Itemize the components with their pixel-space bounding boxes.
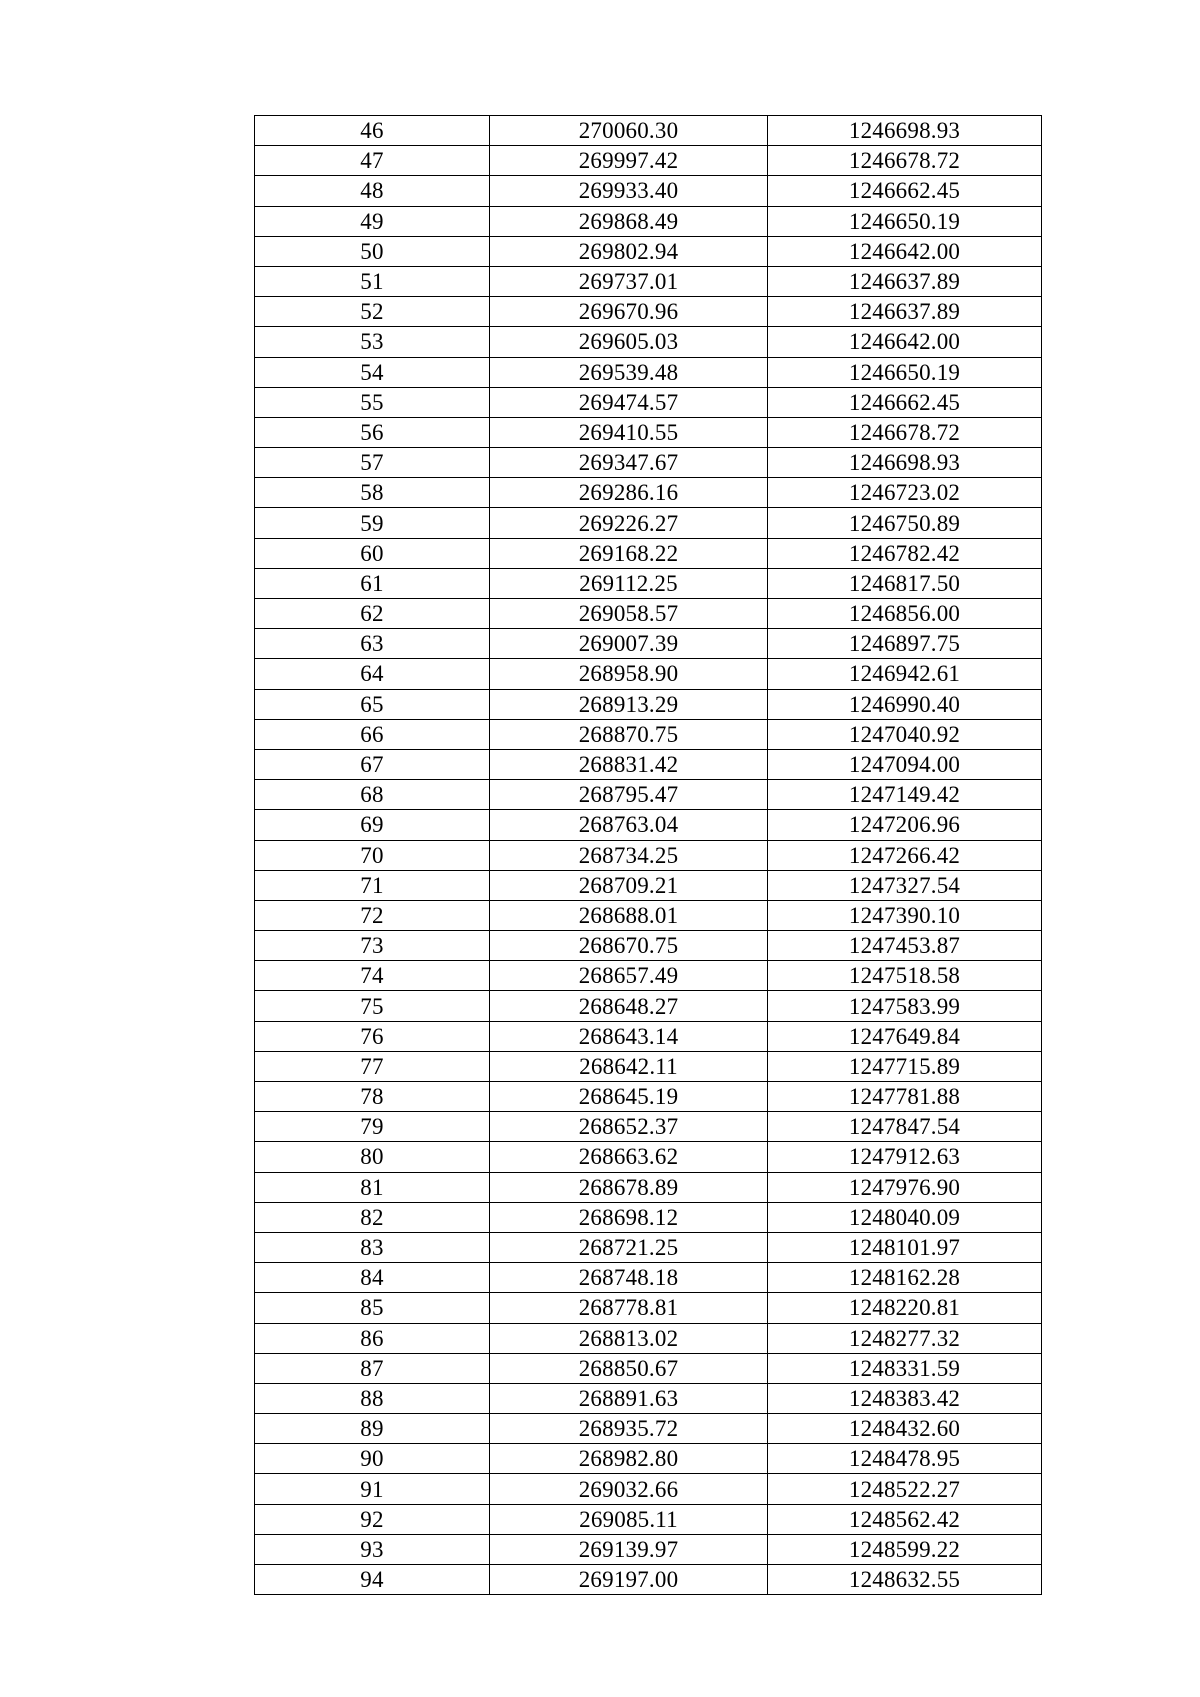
- table-row: [255, 176, 1042, 206]
- y-coordinate-cell: 1246642.00: [768, 327, 1042, 357]
- point-number-cell: 93: [255, 1534, 490, 1564]
- x-coordinate-cell: 268688.01: [490, 900, 768, 930]
- x-coordinate-cell: 269347.67: [490, 448, 768, 478]
- y-coordinate-cell: 1248478.95: [768, 1444, 1042, 1474]
- point-number-cell: 90: [255, 1444, 490, 1474]
- x-coordinate-cell: 268648.27: [490, 991, 768, 1021]
- point-number-cell: 63: [255, 629, 490, 659]
- point-number-cell: 80: [255, 1142, 490, 1172]
- point-number-cell: 88: [255, 1383, 490, 1413]
- point-number-cell: 69: [255, 810, 490, 840]
- table-row: [255, 538, 1042, 568]
- x-coordinate-cell: 269085.11: [490, 1504, 768, 1534]
- x-coordinate-cell: 268645.19: [490, 1082, 768, 1112]
- x-coordinate-cell: 269032.66: [490, 1474, 768, 1504]
- y-coordinate-cell: 1248162.28: [768, 1263, 1042, 1293]
- point-number-cell: 51: [255, 266, 490, 296]
- table-row: [255, 266, 1042, 296]
- point-number-cell: 71: [255, 870, 490, 900]
- y-coordinate-cell: 1246662.45: [768, 387, 1042, 417]
- point-number-cell: 76: [255, 1021, 490, 1051]
- y-coordinate-cell: 1246897.75: [768, 629, 1042, 659]
- point-number-cell: 58: [255, 478, 490, 508]
- y-coordinate-cell: 1246942.61: [768, 659, 1042, 689]
- x-coordinate-cell: 268709.21: [490, 870, 768, 900]
- table-row: [255, 1232, 1042, 1262]
- x-coordinate-cell: 268652.37: [490, 1112, 768, 1142]
- y-coordinate-cell: 1247781.88: [768, 1082, 1042, 1112]
- table-row: [255, 1353, 1042, 1383]
- x-coordinate-cell: 269670.96: [490, 297, 768, 327]
- y-coordinate-cell: 1246637.89: [768, 266, 1042, 296]
- point-number-cell: 84: [255, 1263, 490, 1293]
- table-row: [255, 1082, 1042, 1112]
- x-coordinate-cell: 269197.00: [490, 1565, 768, 1595]
- table-row: [255, 448, 1042, 478]
- table-row: [255, 146, 1042, 176]
- point-number-cell: 46: [255, 116, 490, 146]
- y-coordinate-cell: 1246856.00: [768, 599, 1042, 629]
- y-coordinate-cell: 1247327.54: [768, 870, 1042, 900]
- table-row: [255, 1051, 1042, 1081]
- point-number-cell: 79: [255, 1112, 490, 1142]
- table-row: [255, 387, 1042, 417]
- point-number-cell: 89: [255, 1414, 490, 1444]
- x-coordinate-cell: 268663.62: [490, 1142, 768, 1172]
- table-row: [255, 931, 1042, 961]
- x-coordinate-cell: 268748.18: [490, 1263, 768, 1293]
- table-row: [255, 236, 1042, 266]
- y-coordinate-cell: 1247266.42: [768, 840, 1042, 870]
- x-coordinate-cell: 269007.39: [490, 629, 768, 659]
- x-coordinate-cell: 268657.49: [490, 961, 768, 991]
- x-coordinate-cell: 268721.25: [490, 1232, 768, 1262]
- point-number-cell: 50: [255, 236, 490, 266]
- x-coordinate-cell: 269139.97: [490, 1534, 768, 1564]
- x-coordinate-cell: 269410.55: [490, 417, 768, 447]
- table-row: [255, 749, 1042, 779]
- x-coordinate-cell: 269868.49: [490, 206, 768, 236]
- x-coordinate-cell: 268958.90: [490, 659, 768, 689]
- table-row: [255, 1565, 1042, 1595]
- x-coordinate-cell: 268670.75: [490, 931, 768, 961]
- point-number-cell: 87: [255, 1353, 490, 1383]
- point-number-cell: 54: [255, 357, 490, 387]
- y-coordinate-cell: 1248383.42: [768, 1383, 1042, 1413]
- y-coordinate-cell: 1246637.89: [768, 297, 1042, 327]
- table-row: [255, 1293, 1042, 1323]
- table-row: [255, 719, 1042, 749]
- table-row: [255, 357, 1042, 387]
- point-number-cell: 55: [255, 387, 490, 417]
- point-number-cell: 78: [255, 1082, 490, 1112]
- table-row: [255, 840, 1042, 870]
- y-coordinate-cell: 1246817.50: [768, 568, 1042, 598]
- y-coordinate-cell: 1248599.22: [768, 1534, 1042, 1564]
- table-row: [255, 629, 1042, 659]
- x-coordinate-cell: 268831.42: [490, 749, 768, 779]
- table-row: [255, 780, 1042, 810]
- table-row: [255, 1142, 1042, 1172]
- y-coordinate-cell: 1247149.42: [768, 780, 1042, 810]
- table-row: [255, 1172, 1042, 1202]
- y-coordinate-cell: 1246990.40: [768, 689, 1042, 719]
- y-coordinate-cell: 1246698.93: [768, 448, 1042, 478]
- x-coordinate-cell: 268891.63: [490, 1383, 768, 1413]
- x-coordinate-cell: 269286.16: [490, 478, 768, 508]
- table-row: [255, 1202, 1042, 1232]
- y-coordinate-cell: 1248562.42: [768, 1504, 1042, 1534]
- point-number-cell: 68: [255, 780, 490, 810]
- table-row: [255, 116, 1042, 146]
- coordinate-table: [254, 115, 1042, 1595]
- point-number-cell: 74: [255, 961, 490, 991]
- y-coordinate-cell: 1247715.89: [768, 1051, 1042, 1081]
- y-coordinate-cell: 1248432.60: [768, 1414, 1042, 1444]
- y-coordinate-cell: 1247206.96: [768, 810, 1042, 840]
- x-coordinate-cell: 268643.14: [490, 1021, 768, 1051]
- x-coordinate-cell: 270060.30: [490, 116, 768, 146]
- table-row: [255, 1474, 1042, 1504]
- point-number-cell: 72: [255, 900, 490, 930]
- y-coordinate-cell: 1246642.00: [768, 236, 1042, 266]
- x-coordinate-cell: 268913.29: [490, 689, 768, 719]
- y-coordinate-cell: 1248220.81: [768, 1293, 1042, 1323]
- x-coordinate-cell: 268678.89: [490, 1172, 768, 1202]
- x-coordinate-cell: 268698.12: [490, 1202, 768, 1232]
- y-coordinate-cell: 1247390.10: [768, 900, 1042, 930]
- x-coordinate-cell: 269112.25: [490, 568, 768, 598]
- table-row: [255, 689, 1042, 719]
- table-row: [255, 508, 1042, 538]
- point-number-cell: 85: [255, 1293, 490, 1323]
- point-number-cell: 60: [255, 538, 490, 568]
- table-row: [255, 1323, 1042, 1353]
- table-row: [255, 327, 1042, 357]
- table-row: [255, 1383, 1042, 1413]
- x-coordinate-cell: 268795.47: [490, 780, 768, 810]
- table-row: [255, 206, 1042, 236]
- y-coordinate-cell: 1246678.72: [768, 417, 1042, 447]
- point-number-cell: 56: [255, 417, 490, 447]
- point-number-cell: 64: [255, 659, 490, 689]
- table-row: [255, 1504, 1042, 1534]
- point-number-cell: 65: [255, 689, 490, 719]
- point-number-cell: 94: [255, 1565, 490, 1595]
- point-number-cell: 82: [255, 1202, 490, 1232]
- table-row: [255, 1112, 1042, 1142]
- x-coordinate-cell: 269997.42: [490, 146, 768, 176]
- y-coordinate-cell: 1246650.19: [768, 357, 1042, 387]
- point-number-cell: 57: [255, 448, 490, 478]
- point-number-cell: 62: [255, 599, 490, 629]
- table-row: [255, 1263, 1042, 1293]
- x-coordinate-cell: 268982.80: [490, 1444, 768, 1474]
- y-coordinate-cell: 1247518.58: [768, 961, 1042, 991]
- point-number-cell: 59: [255, 508, 490, 538]
- y-coordinate-cell: 1246678.72: [768, 146, 1042, 176]
- y-coordinate-cell: 1246698.93: [768, 116, 1042, 146]
- table-row: [255, 810, 1042, 840]
- point-number-cell: 47: [255, 146, 490, 176]
- table-row: [255, 1414, 1042, 1444]
- y-coordinate-cell: 1246750.89: [768, 508, 1042, 538]
- x-coordinate-cell: 268642.11: [490, 1051, 768, 1081]
- coordinate-table-body: [255, 116, 1042, 1595]
- y-coordinate-cell: 1248277.32: [768, 1323, 1042, 1353]
- table-row: [255, 1534, 1042, 1564]
- point-number-cell: 91: [255, 1474, 490, 1504]
- x-coordinate-cell: 269168.22: [490, 538, 768, 568]
- point-number-cell: 73: [255, 931, 490, 961]
- table-row: [255, 417, 1042, 447]
- point-number-cell: 67: [255, 749, 490, 779]
- y-coordinate-cell: 1246723.02: [768, 478, 1042, 508]
- x-coordinate-cell: 268813.02: [490, 1323, 768, 1353]
- x-coordinate-cell: 268778.81: [490, 1293, 768, 1323]
- y-coordinate-cell: 1247649.84: [768, 1021, 1042, 1051]
- point-number-cell: 75: [255, 991, 490, 1021]
- x-coordinate-cell: 269802.94: [490, 236, 768, 266]
- x-coordinate-cell: 268870.75: [490, 719, 768, 749]
- table-row: [255, 961, 1042, 991]
- point-number-cell: 66: [255, 719, 490, 749]
- x-coordinate-cell: 269474.57: [490, 387, 768, 417]
- x-coordinate-cell: 269933.40: [490, 176, 768, 206]
- x-coordinate-cell: 269226.27: [490, 508, 768, 538]
- x-coordinate-cell: 269737.01: [490, 266, 768, 296]
- table-row: [255, 297, 1042, 327]
- y-coordinate-cell: 1248040.09: [768, 1202, 1042, 1232]
- y-coordinate-cell: 1247094.00: [768, 749, 1042, 779]
- y-coordinate-cell: 1246782.42: [768, 538, 1042, 568]
- table-row: [255, 568, 1042, 598]
- table-row: [255, 991, 1042, 1021]
- y-coordinate-cell: 1247583.99: [768, 991, 1042, 1021]
- point-number-cell: 83: [255, 1232, 490, 1262]
- y-coordinate-cell: 1248522.27: [768, 1474, 1042, 1504]
- x-coordinate-cell: 269539.48: [490, 357, 768, 387]
- table-row: [255, 870, 1042, 900]
- point-number-cell: 92: [255, 1504, 490, 1534]
- table-row: [255, 900, 1042, 930]
- y-coordinate-cell: 1246650.19: [768, 206, 1042, 236]
- y-coordinate-cell: 1247912.63: [768, 1142, 1042, 1172]
- table-row: [255, 599, 1042, 629]
- x-coordinate-cell: 268850.67: [490, 1353, 768, 1383]
- x-coordinate-cell: 269058.57: [490, 599, 768, 629]
- point-number-cell: 49: [255, 206, 490, 236]
- x-coordinate-cell: 268763.04: [490, 810, 768, 840]
- table-row: [255, 478, 1042, 508]
- point-number-cell: 77: [255, 1051, 490, 1081]
- point-number-cell: 53: [255, 327, 490, 357]
- y-coordinate-cell: 1247847.54: [768, 1112, 1042, 1142]
- point-number-cell: 86: [255, 1323, 490, 1353]
- x-coordinate-cell: 268734.25: [490, 840, 768, 870]
- point-number-cell: 61: [255, 568, 490, 598]
- point-number-cell: 52: [255, 297, 490, 327]
- point-number-cell: 81: [255, 1172, 490, 1202]
- y-coordinate-cell: 1248331.59: [768, 1353, 1042, 1383]
- table-row: [255, 1444, 1042, 1474]
- table-row: [255, 659, 1042, 689]
- y-coordinate-cell: 1247453.87: [768, 931, 1042, 961]
- table-row: [255, 1021, 1042, 1051]
- y-coordinate-cell: 1246662.45: [768, 176, 1042, 206]
- y-coordinate-cell: 1248632.55: [768, 1565, 1042, 1595]
- point-number-cell: 48: [255, 176, 490, 206]
- y-coordinate-cell: 1247976.90: [768, 1172, 1042, 1202]
- y-coordinate-cell: 1248101.97: [768, 1232, 1042, 1262]
- x-coordinate-cell: 268935.72: [490, 1414, 768, 1444]
- x-coordinate-cell: 269605.03: [490, 327, 768, 357]
- y-coordinate-cell: 1247040.92: [768, 719, 1042, 749]
- point-number-cell: 70: [255, 840, 490, 870]
